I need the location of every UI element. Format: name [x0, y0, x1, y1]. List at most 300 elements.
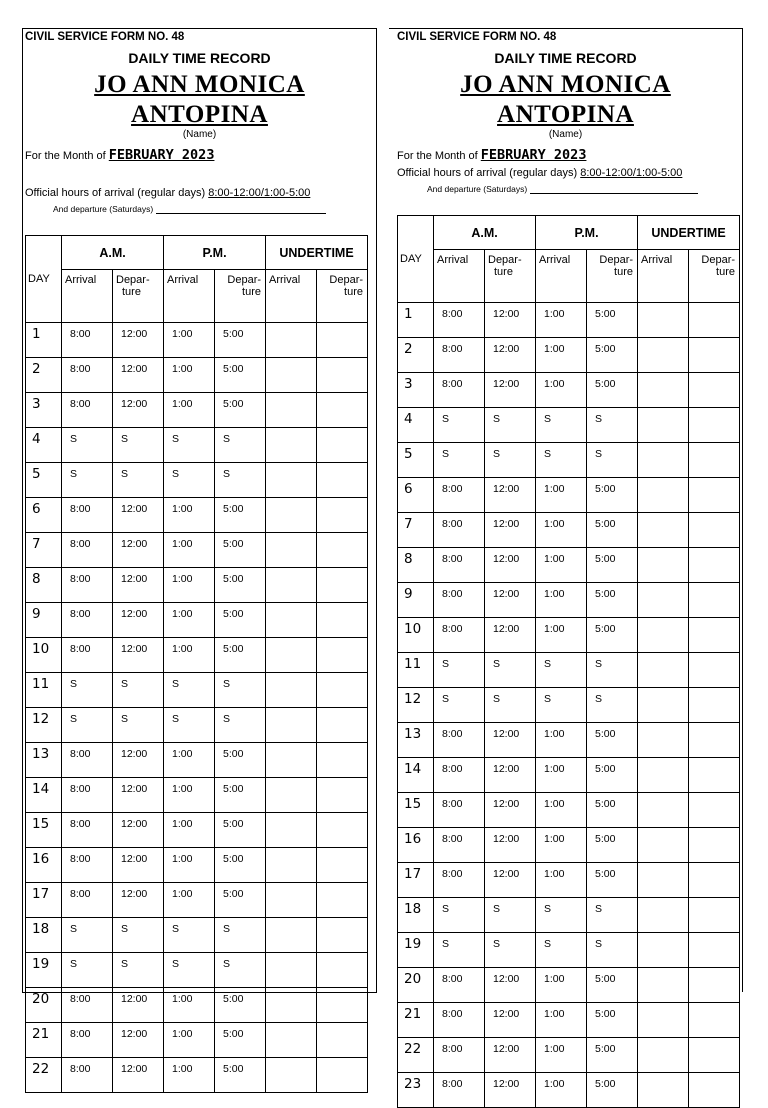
day-row [398, 968, 740, 1003]
undertime-arrival-cell [266, 708, 317, 743]
official-hours-line [25, 187, 310, 199]
form-number: CIVIL SERVICE FORM NO. 48 [25, 31, 185, 43]
undertime-arrival-cell [638, 583, 689, 618]
pm-arrival-cell: 1:00 [536, 828, 587, 863]
undertime-departure-cell [317, 708, 368, 743]
am-arrival-cell: 8:00 [62, 603, 113, 638]
undertime-arrival-cell [638, 863, 689, 898]
day-row [26, 813, 368, 848]
pm-arrival-cell: S [536, 443, 587, 478]
am-departure-cell: S [113, 953, 164, 988]
day-number: 4 [26, 428, 62, 463]
undertime-arrival-cell [266, 673, 317, 708]
undertime-departure-cell [689, 478, 740, 513]
day-row [398, 793, 740, 828]
day-number: 22 [26, 1058, 62, 1093]
undertime-departure-cell [689, 1073, 740, 1108]
am-arrival-cell: 8:00 [62, 988, 113, 1023]
dtr-form-left [22, 28, 377, 1077]
undertime-departure-cell [689, 933, 740, 968]
day-row [26, 743, 368, 778]
pm-arrival-cell: 1:00 [164, 323, 215, 358]
time-record-table [25, 235, 368, 1093]
am-arrival-cell: 8:00 [434, 373, 485, 408]
undertime-departure-cell [317, 603, 368, 638]
pm-departure-cell: 5:00 [587, 1073, 638, 1108]
undertime-departure-cell [317, 428, 368, 463]
pm-arrival-cell: 1:00 [164, 1023, 215, 1058]
day-row [26, 533, 368, 568]
undertime-arrival-cell [638, 303, 689, 338]
pm-departure-cell: 5:00 [215, 1058, 266, 1093]
undertime-departure-cell [317, 568, 368, 603]
undertime-departure-cell [689, 1003, 740, 1038]
pm-departure-cell: 5:00 [587, 758, 638, 793]
day-header: DAY [26, 236, 62, 323]
am-arrival-cell: 8:00 [62, 883, 113, 918]
am-header: A.M. [434, 216, 536, 250]
pm-arrival-cell: S [164, 428, 215, 463]
am-departure-cell: 12:00 [113, 813, 164, 848]
day-row [26, 918, 368, 953]
am-departure-cell: 12:00 [113, 568, 164, 603]
pm-arrival-cell: 1:00 [536, 373, 587, 408]
dtr-form-right [389, 28, 743, 1092]
undertime-arrival-cell [638, 653, 689, 688]
pm-departure-cell: 5:00 [587, 513, 638, 548]
day-row [398, 933, 740, 968]
undertime-departure-cell [317, 638, 368, 673]
am-departure-cell: 12:00 [485, 1003, 536, 1038]
pm-arrival-cell: 1:00 [536, 303, 587, 338]
pm-arrival-cell: 1:00 [536, 513, 587, 548]
pm-departure-cell: S [215, 673, 266, 708]
day-row [398, 723, 740, 758]
am-arrival-cell: 8:00 [434, 583, 485, 618]
undertime-arrival-cell [638, 758, 689, 793]
am-departure-cell: S [113, 463, 164, 498]
official-hours-line [397, 167, 682, 179]
day-number: 14 [398, 758, 434, 793]
pm-arrival-cell: 1:00 [536, 1073, 587, 1108]
pm-arrival-cell: 1:00 [536, 478, 587, 513]
pm-departure-cell: S [587, 933, 638, 968]
pm-arrival-cell: 1:00 [536, 1003, 587, 1038]
undertime-departure-cell [689, 828, 740, 863]
saturday-line [53, 204, 326, 214]
pm-departure-cell: 5:00 [587, 723, 638, 758]
undertime-arrival-cell [266, 533, 317, 568]
day-number: 14 [26, 778, 62, 813]
am-arrival-cell: 8:00 [434, 478, 485, 513]
pm-arrival-cell: S [536, 653, 587, 688]
am-arrival-cell: 8:00 [434, 618, 485, 653]
day-number: 15 [26, 813, 62, 848]
pm-arrival-cell: 1:00 [536, 723, 587, 758]
am-arrival-cell: 8:00 [434, 1003, 485, 1038]
day-row [26, 988, 368, 1023]
undertime-departure-cell [317, 778, 368, 813]
pm-arrival-cell: S [164, 673, 215, 708]
undertime-arrival-cell [638, 618, 689, 653]
pm-arrival-cell: 1:00 [164, 393, 215, 428]
pm-arrival-cell: 1:00 [536, 863, 587, 898]
pm-arrival-cell: 1:00 [164, 883, 215, 918]
day-number: 1 [398, 303, 434, 338]
undertime-arrival-cell [266, 393, 317, 428]
am-departure-cell: 12:00 [113, 358, 164, 393]
pm-departure-cell: 5:00 [587, 968, 638, 1003]
pm-arrival-cell: 1:00 [164, 533, 215, 568]
am-departure-cell: S [113, 673, 164, 708]
undertime-departure-cell [689, 443, 740, 478]
undertime-arrival-cell [638, 1038, 689, 1073]
day-row [26, 638, 368, 673]
departure-label-1: Depar- [116, 274, 150, 286]
undertime-departure-cell [689, 898, 740, 933]
day-number: 17 [398, 863, 434, 898]
undertime-arrival-cell [266, 428, 317, 463]
month-label: For the Month of [25, 150, 106, 162]
pm-departure-cell: S [215, 708, 266, 743]
undertime-arrival-cell [638, 793, 689, 828]
pm-arrival-cell: S [536, 933, 587, 968]
undertime-departure-cell [317, 1058, 368, 1093]
am-arrival-cell: 8:00 [434, 303, 485, 338]
pm-departure-cell: 5:00 [587, 548, 638, 583]
pm-departure-cell: 5:00 [215, 498, 266, 533]
undertime-arrival-cell [638, 373, 689, 408]
saturday-label: And departure (Saturdays) [427, 184, 528, 194]
undertime-departure-cell [689, 863, 740, 898]
day-row [398, 443, 740, 478]
undertime-departure-cell [689, 758, 740, 793]
am-arrival-cell: 8:00 [62, 778, 113, 813]
am-arrival-cell: 8:00 [434, 863, 485, 898]
am-departure-cell: 12:00 [485, 758, 536, 793]
am-departure-cell: 12:00 [113, 988, 164, 1023]
day-row [398, 513, 740, 548]
am-arrival-cell: S [434, 898, 485, 933]
departure-label-2: ture [614, 266, 634, 278]
am-departure-cell: 12:00 [113, 883, 164, 918]
undertime-departure-cell [317, 498, 368, 533]
undertime-departure-cell [689, 338, 740, 373]
day-number: 2 [26, 358, 62, 393]
pm-departure-cell: S [587, 688, 638, 723]
day-number: 13 [26, 743, 62, 778]
pm-departure-cell: 5:00 [587, 828, 638, 863]
am-departure-cell: S [113, 428, 164, 463]
day-number: 7 [26, 533, 62, 568]
pm-departure-cell: 5:00 [587, 478, 638, 513]
am-departure-cell: 12:00 [113, 743, 164, 778]
pm-departure-cell: S [587, 408, 638, 443]
undertime-arrival-cell [266, 603, 317, 638]
day-number: 3 [398, 373, 434, 408]
name-caption: (Name) [182, 129, 217, 140]
pm-arrival-cell: 1:00 [164, 848, 215, 883]
pm-arrival-cell: 1:00 [536, 618, 587, 653]
am-departure-header [485, 250, 536, 303]
day-row [398, 583, 740, 618]
undertime-departure-cell [689, 723, 740, 758]
pm-departure-cell: 5:00 [587, 373, 638, 408]
am-departure-cell: 12:00 [485, 793, 536, 828]
form-number: CIVIL SERVICE FORM NO. 48 [397, 31, 557, 43]
pm-departure-cell: 5:00 [587, 1038, 638, 1073]
pm-departure-cell: 5:00 [215, 533, 266, 568]
pm-departure-cell: S [215, 953, 266, 988]
am-arrival-cell: S [62, 673, 113, 708]
am-arrival-cell: 8:00 [62, 393, 113, 428]
undertime-departure-cell [317, 918, 368, 953]
undertime-header: UNDERTIME [638, 216, 740, 250]
undertime-arrival-cell [638, 933, 689, 968]
pm-departure-cell: 5:00 [587, 303, 638, 338]
undertime-arrival-cell [266, 1058, 317, 1093]
day-row [26, 673, 368, 708]
undertime-arrival-cell [638, 898, 689, 933]
pm-departure-cell: S [215, 918, 266, 953]
am-header: A.M. [62, 236, 164, 270]
am-arrival-cell: 8:00 [434, 1038, 485, 1073]
day-number: 13 [398, 723, 434, 758]
am-departure-cell: 12:00 [113, 848, 164, 883]
undertime-arrival-header: Arrival [638, 250, 689, 303]
day-number: 6 [26, 498, 62, 533]
am-departure-cell: 12:00 [485, 618, 536, 653]
undertime-arrival-cell [638, 513, 689, 548]
day-number: 18 [26, 918, 62, 953]
day-row [26, 323, 368, 358]
am-departure-cell: S [113, 918, 164, 953]
undertime-arrival-cell [266, 323, 317, 358]
month-value: FEBRUARY 2023 [108, 147, 215, 163]
day-number: 17 [26, 883, 62, 918]
day-row [26, 953, 368, 988]
day-row [398, 688, 740, 723]
day-row [398, 303, 740, 338]
pm-departure-cell: 5:00 [587, 338, 638, 373]
pm-arrival-cell: S [536, 898, 587, 933]
pm-arrival-cell: S [164, 708, 215, 743]
am-departure-cell: 12:00 [485, 828, 536, 863]
day-number: 5 [398, 443, 434, 478]
day-number: 12 [398, 688, 434, 723]
pm-departure-header [215, 270, 266, 323]
day-row [398, 548, 740, 583]
undertime-arrival-cell [638, 478, 689, 513]
am-arrival-cell: 8:00 [434, 828, 485, 863]
undertime-departure-cell [689, 303, 740, 338]
pm-departure-cell: S [587, 898, 638, 933]
day-number: 8 [398, 548, 434, 583]
undertime-arrival-cell [266, 1023, 317, 1058]
saturday-label: And departure (Saturdays) [53, 204, 154, 214]
undertime-departure-cell [317, 988, 368, 1023]
month-line [25, 147, 214, 163]
undertime-arrival-cell [266, 778, 317, 813]
day-number: 10 [26, 638, 62, 673]
saturday-blank [156, 212, 326, 214]
day-number: 9 [26, 603, 62, 638]
am-departure-cell: 12:00 [485, 513, 536, 548]
am-departure-cell: 12:00 [113, 1023, 164, 1058]
undertime-departure-cell [689, 618, 740, 653]
pm-departure-cell: S [587, 653, 638, 688]
undertime-departure-cell [689, 1038, 740, 1073]
day-number: 18 [398, 898, 434, 933]
am-arrival-cell: 8:00 [434, 338, 485, 373]
undertime-arrival-cell [638, 1003, 689, 1038]
month-label: For the Month of [397, 150, 478, 162]
am-arrival-cell: 8:00 [62, 533, 113, 568]
pm-arrival-cell: 1:00 [536, 1038, 587, 1073]
day-row [398, 373, 740, 408]
day-number: 19 [398, 933, 434, 968]
undertime-departure-cell [317, 883, 368, 918]
form-title: DAILY TIME RECORD [494, 50, 637, 66]
pm-arrival-cell: 1:00 [536, 968, 587, 1003]
day-row [398, 653, 740, 688]
pm-departure-cell: 5:00 [587, 583, 638, 618]
day-number: 10 [398, 618, 434, 653]
undertime-header: UNDERTIME [266, 236, 368, 270]
pm-departure-cell: 5:00 [587, 618, 638, 653]
am-arrival-cell: S [434, 653, 485, 688]
pm-arrival-cell: 1:00 [536, 338, 587, 373]
day-number: 3 [26, 393, 62, 428]
pm-arrival-cell: 1:00 [164, 498, 215, 533]
day-row [398, 828, 740, 863]
am-departure-cell: 12:00 [485, 548, 536, 583]
undertime-departure-cell [317, 533, 368, 568]
day-number: 2 [398, 338, 434, 373]
am-arrival-cell: 8:00 [62, 1058, 113, 1093]
am-arrival-cell: 8:00 [62, 568, 113, 603]
departure-label-1: Depar- [701, 254, 736, 266]
undertime-departure-cell [317, 953, 368, 988]
undertime-arrival-cell [266, 988, 317, 1023]
am-arrival-cell: S [62, 428, 113, 463]
am-arrival-cell: 8:00 [434, 513, 485, 548]
pm-departure-cell: 5:00 [215, 638, 266, 673]
am-departure-cell: 12:00 [485, 478, 536, 513]
departure-label-2: ture [716, 266, 736, 278]
day-row [398, 618, 740, 653]
am-arrival-cell: S [434, 443, 485, 478]
employee-name-line2: ANTOPINA [131, 101, 268, 128]
undertime-departure-cell [689, 653, 740, 688]
departure-label-2: ture [242, 286, 262, 298]
am-arrival-cell: S [62, 953, 113, 988]
day-row [398, 898, 740, 933]
am-arrival-cell: 8:00 [62, 498, 113, 533]
am-departure-cell: 12:00 [485, 863, 536, 898]
pm-arrival-cell: 1:00 [164, 743, 215, 778]
undertime-departure-cell [689, 583, 740, 618]
employee-name-line1: JO ANN MONICA [94, 71, 305, 98]
am-departure-cell: 12:00 [485, 373, 536, 408]
undertime-departure-cell [317, 743, 368, 778]
undertime-arrival-cell [266, 568, 317, 603]
pm-arrival-cell: S [164, 463, 215, 498]
am-departure-cell: S [485, 443, 536, 478]
day-number: 21 [26, 1023, 62, 1058]
pm-arrival-cell: 1:00 [536, 758, 587, 793]
am-departure-cell: 12:00 [113, 638, 164, 673]
am-arrival-cell: 8:00 [434, 1073, 485, 1108]
day-number: 4 [398, 408, 434, 443]
day-row [398, 1003, 740, 1038]
day-number: 20 [398, 968, 434, 1003]
undertime-arrival-cell [638, 443, 689, 478]
day-number: 22 [398, 1038, 434, 1073]
undertime-arrival-cell [638, 968, 689, 1003]
day-row [398, 338, 740, 373]
am-arrival-cell: 8:00 [434, 793, 485, 828]
pm-departure-cell: 5:00 [215, 743, 266, 778]
am-arrival-cell: S [434, 408, 485, 443]
am-departure-cell: 12:00 [485, 583, 536, 618]
am-departure-cell: 12:00 [113, 603, 164, 638]
name-caption: (Name) [548, 129, 583, 140]
day-row [398, 408, 740, 443]
pm-departure-cell: 5:00 [215, 323, 266, 358]
pm-departure-cell: 5:00 [215, 988, 266, 1023]
undertime-arrival-cell [266, 463, 317, 498]
am-arrival-cell: S [62, 918, 113, 953]
am-departure-cell: 12:00 [485, 338, 536, 373]
day-number: 16 [398, 828, 434, 863]
undertime-departure-cell [689, 548, 740, 583]
undertime-arrival-cell [266, 498, 317, 533]
undertime-departure-header [317, 270, 368, 323]
time-record-body [398, 303, 740, 1108]
am-arrival-cell: 8:00 [62, 813, 113, 848]
day-row [398, 1038, 740, 1073]
am-arrival-header: Arrival [434, 250, 485, 303]
pm-arrival-cell: 1:00 [536, 548, 587, 583]
official-hours-label: Official hours of arrival (regular days) [397, 167, 578, 179]
pm-arrival-cell: 1:00 [536, 583, 587, 618]
am-departure-cell: S [485, 653, 536, 688]
pm-departure-cell: 5:00 [215, 883, 266, 918]
day-number: 16 [26, 848, 62, 883]
day-number: 20 [26, 988, 62, 1023]
day-row [26, 393, 368, 428]
undertime-arrival-cell [266, 638, 317, 673]
official-hours-value: 8:00-12:00/1:00-5:00 [580, 167, 683, 179]
pm-departure-cell: S [215, 463, 266, 498]
am-departure-cell: S [485, 688, 536, 723]
undertime-departure-cell [689, 408, 740, 443]
am-arrival-cell: 8:00 [434, 758, 485, 793]
pm-departure-header [587, 250, 638, 303]
month-line [397, 147, 586, 163]
am-departure-cell: 12:00 [485, 1038, 536, 1073]
official-hours-value: 8:00-12:00/1:00-5:00 [208, 187, 311, 199]
am-departure-cell: S [485, 898, 536, 933]
form-title: DAILY TIME RECORD [128, 50, 271, 66]
day-row [26, 498, 368, 533]
day-row [26, 778, 368, 813]
am-departure-cell: 12:00 [113, 533, 164, 568]
am-arrival-cell: S [434, 688, 485, 723]
undertime-arrival-cell [638, 828, 689, 863]
departure-label-2: ture [122, 286, 141, 298]
